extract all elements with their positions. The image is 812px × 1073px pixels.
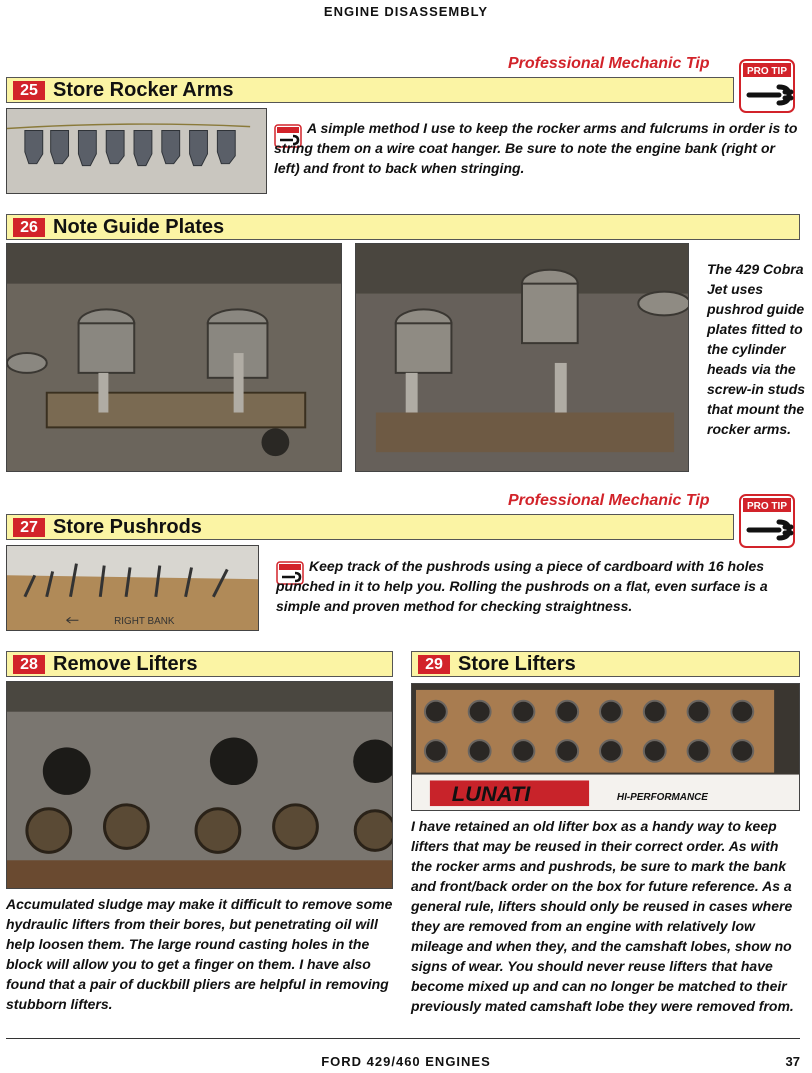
step-28-text: Accumulated sludge may make it difficult to remove some hydraulic lifters from their bores, but penetrating oil will help loosen them. The large round casting holes in the block will allow you to get a finger on them. I have also found that a pair of duckbill pliers are helpful in removing stubborn lifters.	[6, 896, 393, 1012]
guide-plates-photo-right	[355, 243, 689, 472]
step-29-number: 29	[418, 655, 450, 674]
pro-tip-heading-2: Professional Mechanic Tip	[508, 492, 710, 509]
step-26-caption: The 429 Cobra Jet uses pushrod guide plates fitted to the cylinder heads via the screw-in studs that mount the rocker arms.	[707, 261, 806, 437]
running-footer: FORD 429/460 ENGINES	[321, 1054, 491, 1069]
step-29-title-bar	[411, 651, 800, 677]
page-number: 37	[785, 1054, 800, 1069]
step-27-title: Store Pushrods	[53, 516, 202, 538]
step-25-title-bar	[6, 77, 734, 103]
step-26-number: 26	[13, 218, 45, 237]
pushrods-photo	[6, 545, 259, 631]
step-28-number: 28	[13, 655, 45, 674]
pro-tip-heading: Professional Mechanic Tip	[508, 55, 710, 72]
step-25-text: A simple method I use to keep the rocker arms and fulcrums in order is to string them on a wire coat hanger. Be sure to note the engine bank (right or left) and front to back when stringing.	[274, 120, 798, 176]
lifter-box-photo	[411, 683, 800, 811]
step-29-text: I have retained an old lifter box as a handy way to keep lifters that may be reused in their correct order. As with the rocker arms and pushrods, be sure to mark the bank and front/back order on the box for future reference. As a general rule, lifters should only be reused in cases where they are removed from an engine with relatively low mileage and when they, and the camshaft lobes, show no signs of wear. You should never reuse lifters that have become mixed up and can no longer be matched to their previously mated camshaft lobe they were removed from.	[411, 818, 794, 1014]
step-26-title: Note Guide Plates	[53, 216, 225, 238]
pro-tip-wrench-icon-2	[739, 494, 795, 548]
pro-tip-wrench-icon	[739, 59, 795, 113]
step-26-title-bar	[6, 214, 800, 240]
remove-lifters-photo	[6, 681, 393, 889]
step-27-title-bar	[6, 514, 734, 540]
step-28-title: Remove Lifters	[53, 653, 198, 675]
step-25-title: Store Rocker Arms	[53, 79, 234, 101]
lunati-brand-subtext: HI-PERFORMANCE	[616, 792, 708, 804]
footer-divider	[6, 1038, 800, 1039]
guide-plates-photo-left	[6, 243, 342, 472]
step-27-text: Keep track of the pushrods using a piece of cardboard with 16 holes punched in it to help you. Rolling the pushrods on a flat, even surface is a simple and proven method for checking straightness.	[276, 558, 768, 614]
pro-tip-badge-text: PRO TIP	[746, 66, 788, 77]
rocker-arms-photo	[6, 108, 267, 194]
running-header: ENGINE DISASSEMBLY	[323, 4, 489, 19]
lunati-brand-text: LUNATI	[451, 781, 531, 807]
pro-tip-badge-text-2: PRO TIP	[746, 501, 788, 512]
step-27-number: 27	[13, 518, 45, 537]
step-28-title-bar	[6, 651, 393, 677]
step-29-title: Store Lifters	[458, 653, 576, 675]
step-25-number: 25	[13, 81, 45, 100]
pushrods-photo-label: RIGHT BANK	[114, 616, 175, 628]
